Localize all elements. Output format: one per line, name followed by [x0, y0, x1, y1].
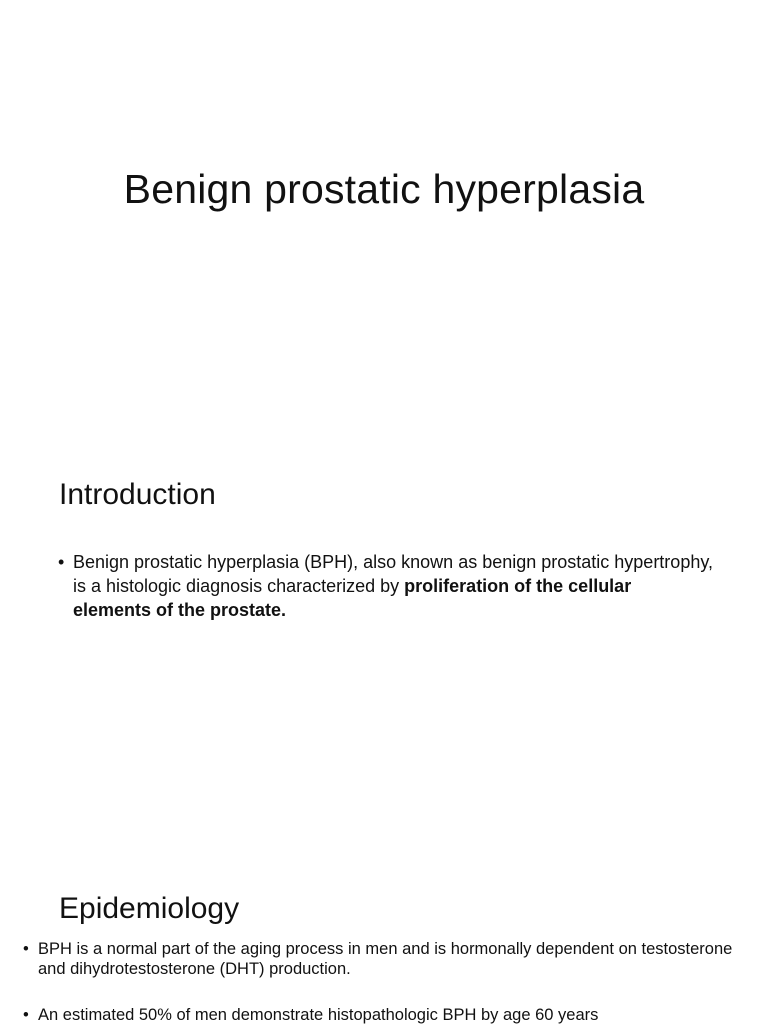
bullet-text: BPH is a normal part of the aging process in men and is hormonally dependent on testosterone and dihydrotestosterone (DHT) production. — [38, 940, 733, 978]
bullet-dot-icon: • — [23, 940, 29, 958]
bullet-text: An estimated 50% of men demonstrate histopathologic BPH by age 60 years — [38, 1006, 599, 1024]
epidemiology-bullet — [23, 1005, 743, 1024]
epidemiology-slide — [0, 864, 768, 1024]
title-slide — [0, 0, 768, 432]
introduction-bullet — [58, 550, 714, 622]
introduction-heading: Introduction — [59, 478, 216, 511]
bullet-bold-text: proliferation of the cellular elements of the prostate — [73, 576, 632, 620]
bullet-text: Benign prostatic hyperplasia (BPH), also known as benign prostatic hypertrophy, is a histologic diagnosis characterized by — [73, 552, 714, 596]
epidemiology-bullet — [23, 939, 743, 979]
introduction-slide — [0, 432, 768, 864]
introduction-bullet-list — [58, 550, 714, 622]
bullet-dot-icon: • — [23, 1006, 29, 1024]
epidemiology-bullet-list — [23, 939, 743, 1024]
epidemiology-heading: Epidemiology — [59, 892, 240, 925]
bullet-dot-icon: • — [58, 552, 65, 572]
bullet-tail-text: . — [281, 600, 287, 620]
presentation-title: Benign prostatic hyperplasia — [123, 166, 645, 212]
